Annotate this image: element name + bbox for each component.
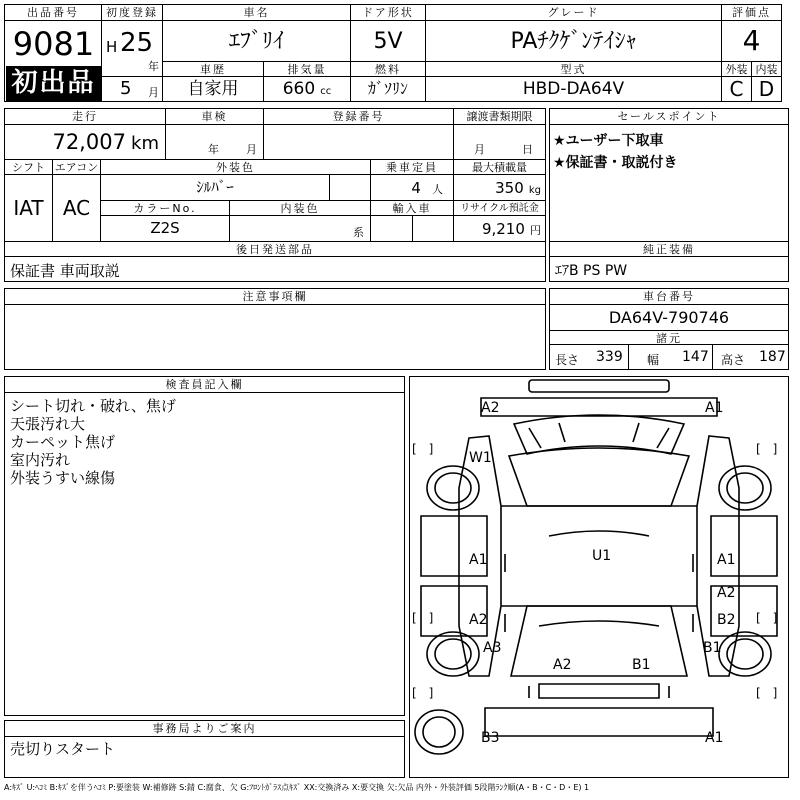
- dims-sep-2: [712, 345, 713, 369]
- exterior-score: C: [722, 77, 752, 101]
- bracket-right-bot: [ ]: [756, 686, 778, 700]
- bracket-right-mid: [ ]: [756, 611, 778, 625]
- inspector-line-1: シート切れ・破れ、焦げ: [10, 397, 176, 415]
- car-name-label: 車名: [163, 5, 351, 21]
- transfer-day-unit: 日: [522, 143, 533, 156]
- mark-rear-center-right: B1: [632, 657, 651, 673]
- chassis-value: DA64V-790746: [608, 308, 730, 327]
- legend-text: A:ｷｽﾞ U:ﾍｺﾐ B:ｷｽﾞを伴うﾍｺﾐ P:要塗装 W:補修跡 S:錆 C:腐食、欠 G:ﾌﾛﾝﾄｶﾞﾗｽ点ｷｽﾞ XX:交換済み X:要交換 欠:欠品 内外・外装評価 5段階ﾗﾝｸ順(A・B・C・D・E) 1: [4, 783, 590, 792]
- lot-number: 9081: [12, 25, 95, 63]
- int-color-label: 内装色: [230, 200, 371, 216]
- ext-color-label: 外装色: [101, 159, 371, 175]
- equipment-value: ｴｱB PS PW: [555, 263, 628, 279]
- score-value: 4: [742, 24, 761, 57]
- shift-value: IAT: [5, 175, 53, 241]
- first-listing-badge: 初出品: [6, 66, 101, 101]
- inspection-label: 車検: [166, 109, 264, 125]
- model-value: HBD-DA64V: [426, 77, 722, 101]
- dims-wid-label: 幅: [647, 353, 660, 367]
- max-load-unit: kg: [528, 185, 541, 196]
- first-reg-frame: [102, 21, 163, 76]
- import-cell: [371, 216, 413, 241]
- displacement-cell: [264, 77, 351, 101]
- mark-right-mid: A2: [717, 585, 736, 601]
- mark-rear-center-left: A2: [553, 657, 572, 673]
- mileage-cell: [5, 125, 166, 159]
- ext-color-value: ｼﾙﾊﾞｰ: [101, 175, 330, 200]
- mark-left-front-door: A1: [469, 552, 488, 568]
- max-load-value: 350: [495, 179, 524, 197]
- max-load-label: 最大積載量: [454, 159, 545, 175]
- aircon-value: AC: [53, 175, 101, 241]
- car-diagram: [409, 376, 789, 778]
- sales-point-item-2: ★保証書・取説付き: [553, 155, 678, 171]
- dims-sep-1: [628, 345, 629, 369]
- color-no-value: Z2S: [101, 216, 230, 241]
- inspector-line-4: 室内汚れ: [10, 451, 71, 469]
- chassis-label: 車台番号: [550, 289, 788, 305]
- first-reg-era: H: [106, 38, 118, 56]
- inspection-month-unit: 月: [246, 143, 257, 156]
- bracket-left-top: [ ]: [412, 442, 434, 456]
- inspector-line-5: 外装うすい線傷: [10, 469, 116, 487]
- mark-right-front-door: A1: [717, 552, 736, 568]
- inspection-year-unit: 年: [208, 143, 219, 156]
- reg-no-value: [264, 125, 454, 159]
- mark-rear-right: A1: [705, 730, 724, 746]
- mileage-label: 走行: [5, 109, 166, 125]
- mark-right-rear: B1: [703, 640, 722, 656]
- mark-front-left: A2: [481, 400, 500, 416]
- interior-label: 内装: [752, 61, 781, 77]
- max-load-cell: [454, 175, 545, 200]
- aircon-label: エアコン: [53, 159, 101, 175]
- transfer-month-unit: 月: [474, 143, 485, 156]
- model-label: 型式: [426, 61, 722, 77]
- dims-wid: 147: [682, 349, 709, 365]
- import-cell-2: [413, 216, 454, 241]
- dims-len-label: 長さ: [555, 353, 580, 367]
- import-label: 輸入車: [371, 200, 454, 216]
- displacement-unit: cc: [320, 86, 332, 97]
- sales-point-item-1: ★ユーザー下取車: [553, 133, 664, 149]
- history-value: 自家用: [163, 77, 264, 101]
- mark-rear-left: B3: [481, 730, 500, 746]
- history-label: 車歴: [163, 61, 264, 77]
- reg-no-label: 登録番号: [264, 109, 454, 125]
- capacity-cell: [371, 175, 454, 200]
- later-parts-value: 保証書 車両取説: [10, 262, 120, 280]
- capacity-label: 乗車定員: [371, 159, 454, 175]
- recycle-label: リサイクル預託金: [454, 200, 545, 216]
- interior-score: D: [758, 77, 775, 101]
- fuel-value: ｶﾞｿﾘﾝ: [351, 77, 426, 101]
- notes-label: 注意事項欄: [5, 289, 545, 305]
- bracket-left-mid: [ ]: [412, 611, 434, 625]
- transfer-label: 譲渡書類期限: [454, 109, 545, 125]
- shift-label: シフト: [5, 159, 53, 175]
- car-name-value: ｴﾌﾞﾘｲ: [163, 21, 351, 62]
- mark-left-rear: A3: [483, 640, 502, 656]
- grade-value: PAﾁｸｹﾞﾝﾃｲｼｬ: [426, 21, 722, 62]
- first-reg-label: 初度登録: [102, 5, 163, 21]
- bracket-left-bot: [ ]: [412, 686, 434, 700]
- ext-color-extra: [330, 175, 371, 200]
- first-reg-year-unit: 年: [148, 60, 159, 73]
- later-parts-label: 後日発送部品: [5, 241, 545, 257]
- mileage-unit: km: [131, 133, 159, 154]
- displacement-value: 660: [282, 79, 316, 99]
- dims-len: 339: [596, 349, 623, 365]
- first-reg-year: 25: [120, 28, 154, 58]
- dims-hei: 187: [759, 349, 786, 365]
- mark-right-rear-door: B2: [717, 612, 736, 628]
- int-color-cell: [230, 216, 371, 241]
- mark-u1: U1: [592, 548, 612, 564]
- displacement-label: 排気量: [264, 61, 351, 77]
- mileage-value: 72,007: [52, 130, 126, 154]
- grade-label: グレード: [426, 5, 722, 21]
- score-label: 評価点: [722, 5, 781, 21]
- recycle-value: 9,210: [481, 220, 525, 238]
- lot-label: 出品番号: [5, 5, 102, 21]
- bracket-right-top: [ ]: [756, 442, 778, 456]
- dims-hei-label: 高さ: [721, 353, 746, 367]
- fuel-label: 燃料: [351, 61, 426, 77]
- recycle-unit: 円: [530, 224, 541, 237]
- capacity-unit: 人: [432, 183, 443, 196]
- mark-front-right: A1: [705, 400, 724, 416]
- mark-w1: W1: [469, 450, 492, 466]
- inspector-line-2: 天張汚れ大: [10, 415, 86, 433]
- door-label: ドア形状: [351, 5, 426, 21]
- exterior-label: 外装: [722, 61, 752, 77]
- first-reg-month-unit: 月: [148, 86, 159, 99]
- recycle-cell: [454, 216, 545, 241]
- color-no-label: カラーNo.: [101, 200, 230, 216]
- door-value: 5V: [351, 21, 426, 62]
- int-color-unit: 系: [353, 226, 364, 239]
- dims-label: 諸元: [550, 330, 788, 345]
- inspector-line-3: カーペット焦げ: [10, 433, 116, 451]
- lot-frame: [5, 21, 102, 101]
- inspector-label: 検査員記入欄: [5, 377, 404, 393]
- office-value: 売切りスタート: [10, 740, 116, 758]
- inspection-cell: [166, 125, 264, 159]
- equipment-label: 純正装備: [550, 241, 788, 257]
- first-reg-month: 5: [120, 78, 132, 99]
- sales-point-label: セールスポイント: [550, 109, 788, 125]
- capacity-value: 4: [411, 179, 421, 197]
- mark-left-rear-door: A2: [469, 612, 488, 628]
- office-label: 事務局よりご案内: [5, 721, 404, 737]
- transfer-cell: [454, 125, 545, 159]
